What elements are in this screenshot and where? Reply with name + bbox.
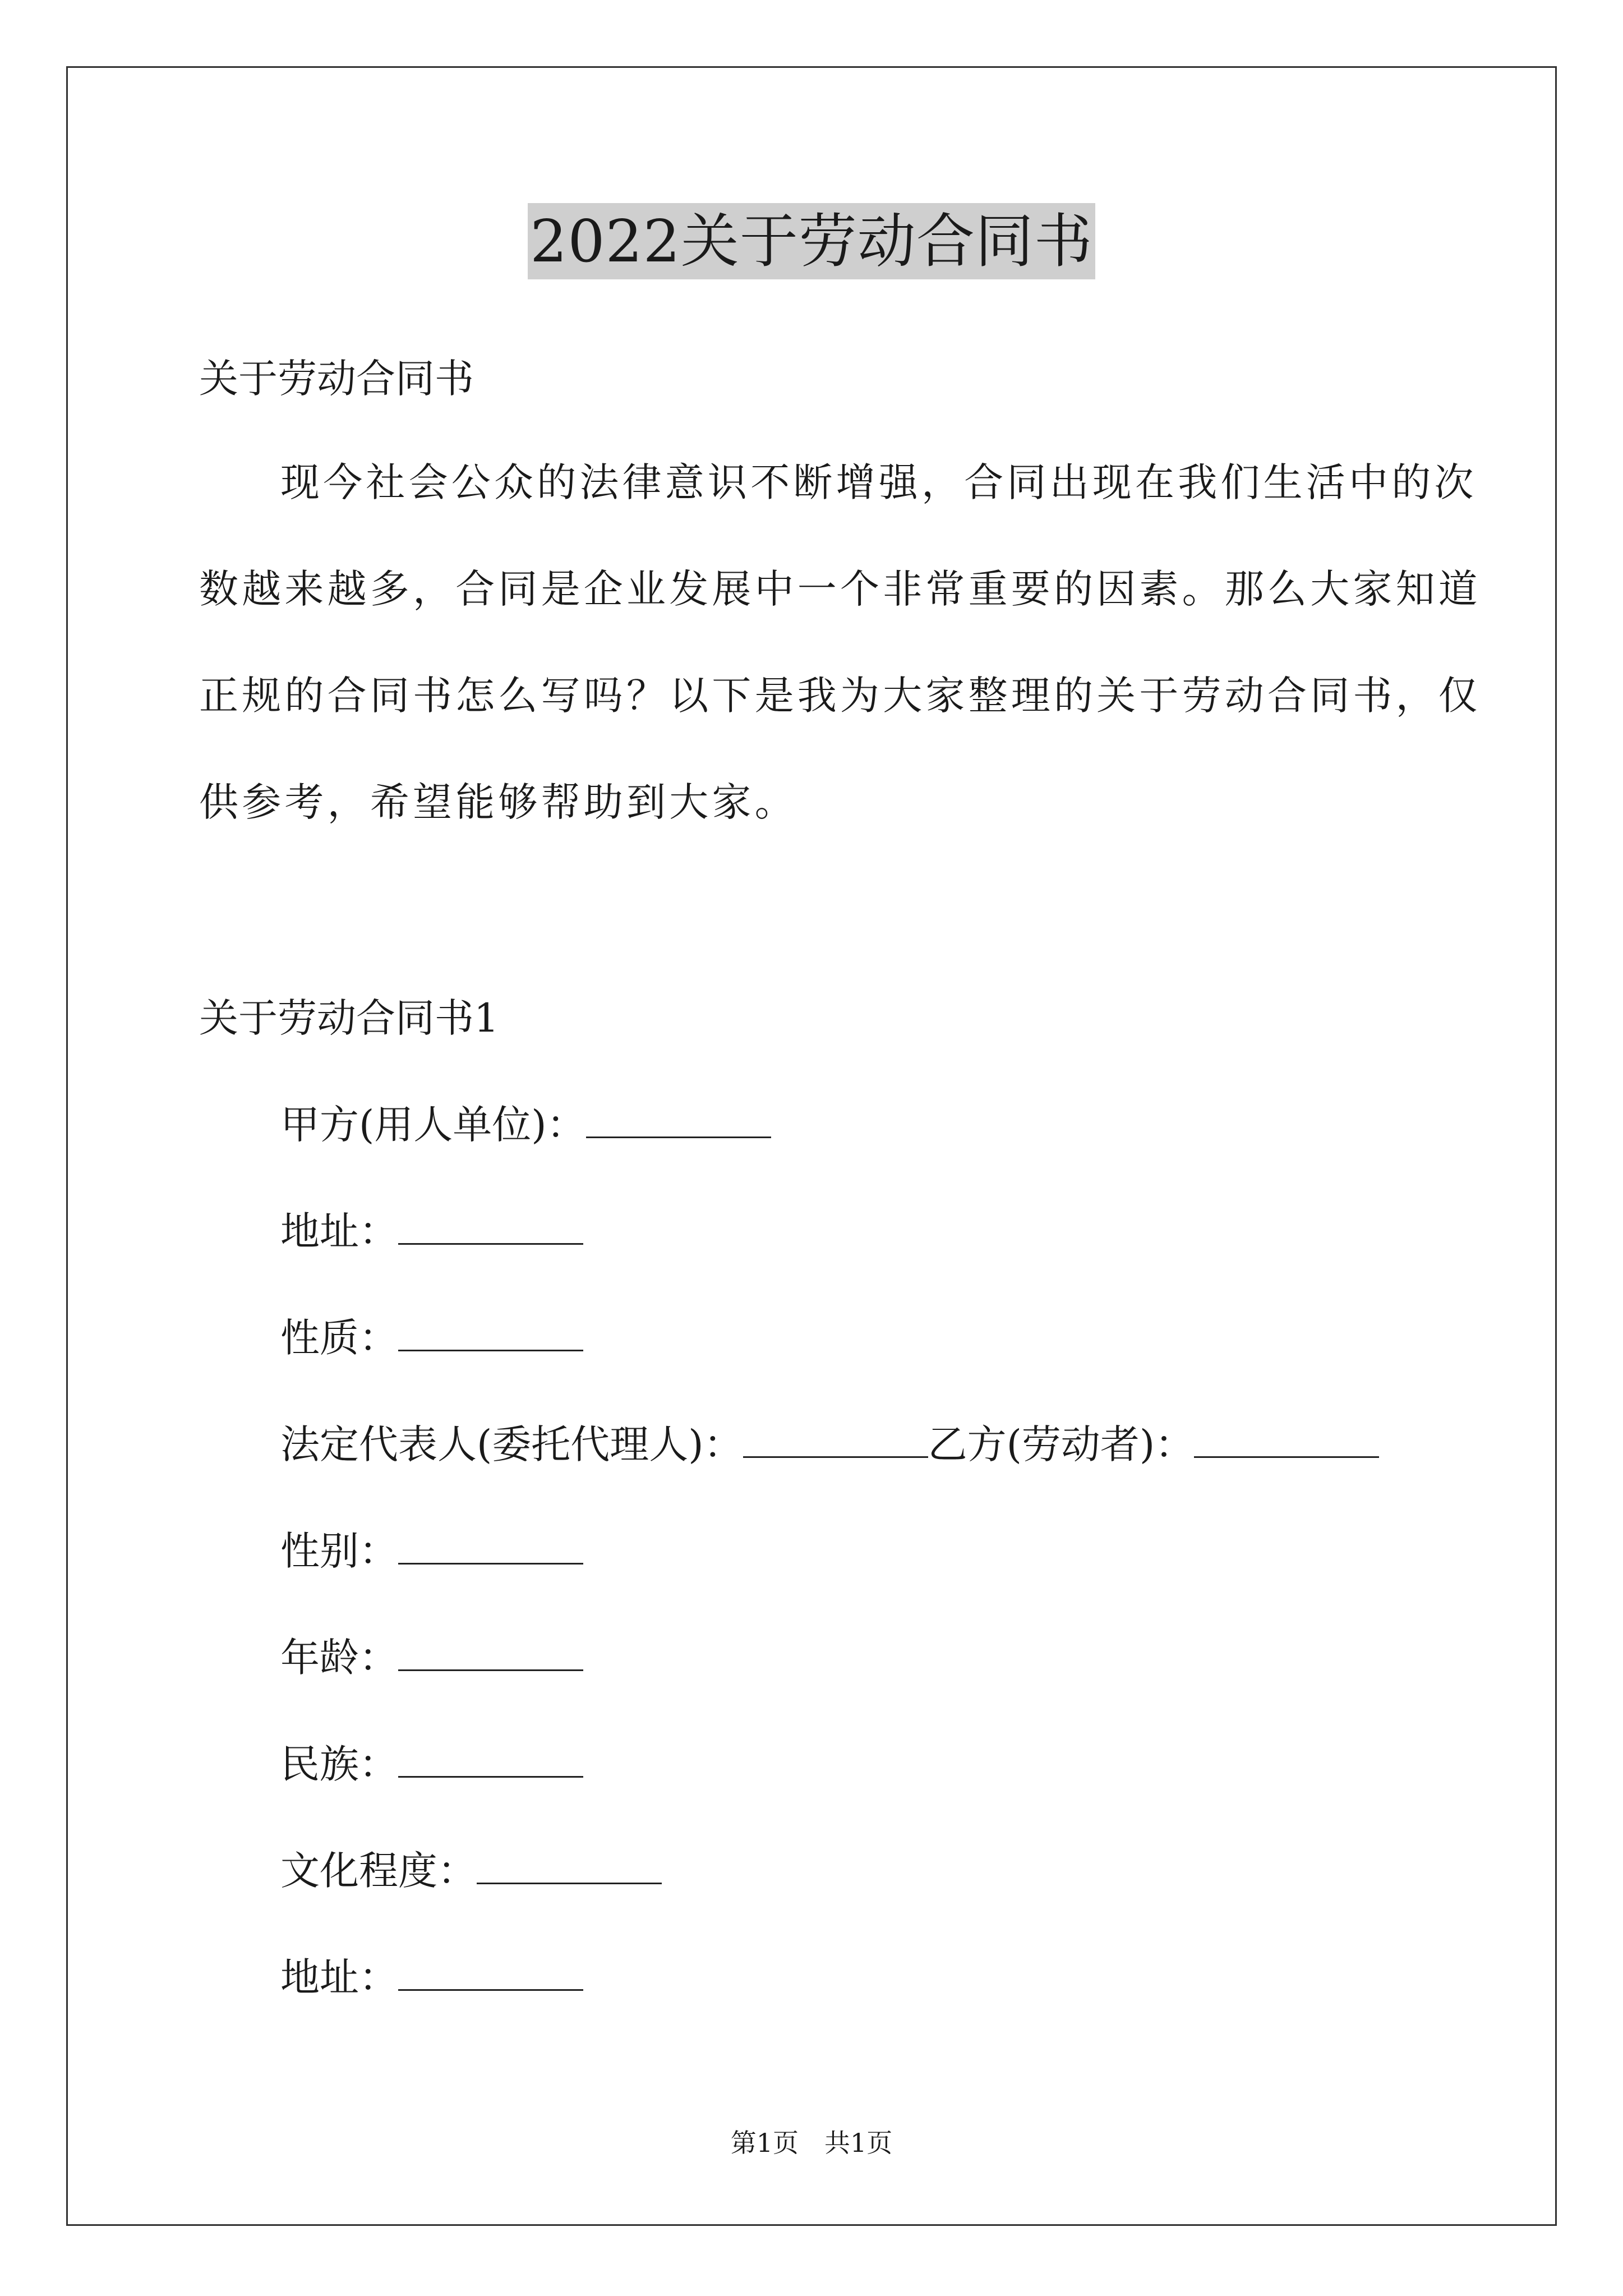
field-address-a <box>280 1206 583 1257</box>
field-nature <box>280 1313 583 1363</box>
field-legal-rep <box>280 1419 1379 1470</box>
field-address-a-label: 地址： <box>280 1208 398 1254</box>
party-b-blank <box>1194 1421 1379 1458</box>
nature-blank <box>398 1315 583 1351</box>
field-party-a <box>280 1099 771 1150</box>
party-a-blank <box>586 1102 771 1138</box>
field-education <box>280 1846 662 1896</box>
education-blank <box>477 1848 662 1884</box>
address-a-blank <box>398 1208 583 1245</box>
gender-blank <box>398 1528 583 1565</box>
field-address-b-label: 地址： <box>280 1954 398 2000</box>
document-subtitle: 关于劳动合同书 <box>199 356 474 402</box>
section-heading: 关于劳动合同书1 <box>199 995 499 1041</box>
intro-line-2: 数越来越多，合同是企业发展中一个非常重要的因素。那么大家知道 <box>199 566 1481 612</box>
ethnicity-blank <box>398 1741 583 1778</box>
intro-line-3: 正规的合同书怎么写吗？以下是我为大家整理的关于劳动合同书，仅 <box>199 673 1481 719</box>
field-ethnicity <box>280 1739 583 1789</box>
document-title: 2022关于劳动合同书 <box>528 203 1095 279</box>
intro-line-1: 现今社会公众的法律意识不断增强，合同出现在我们生活中的次 <box>280 459 1477 505</box>
age-blank <box>398 1635 583 1671</box>
field-nature-label: 性质： <box>280 1315 398 1361</box>
field-party-b-label: 乙方(劳动者)： <box>928 1421 1195 1467</box>
field-education-label: 文化程度： <box>280 1848 477 1894</box>
address-b-blank <box>398 1954 583 1991</box>
field-age-label: 年龄： <box>280 1635 398 1681</box>
title-wrap <box>0 203 1623 279</box>
intro-line-4: 供参考，希望能够帮助到大家。 <box>199 779 797 825</box>
field-ethnicity-label: 民族： <box>280 1741 398 1787</box>
field-age <box>280 1632 583 1683</box>
field-party-a-label: 甲方(用人单位)： <box>280 1102 586 1148</box>
page-footer: 第1页 共1页 <box>730 2128 893 2158</box>
field-address-b <box>280 1952 583 2003</box>
legal-rep-blank <box>743 1421 928 1458</box>
field-gender-label: 性别： <box>280 1528 398 1574</box>
field-legal-rep-label: 法定代表人(委托代理人)： <box>280 1421 743 1467</box>
field-gender <box>280 1526 583 1576</box>
